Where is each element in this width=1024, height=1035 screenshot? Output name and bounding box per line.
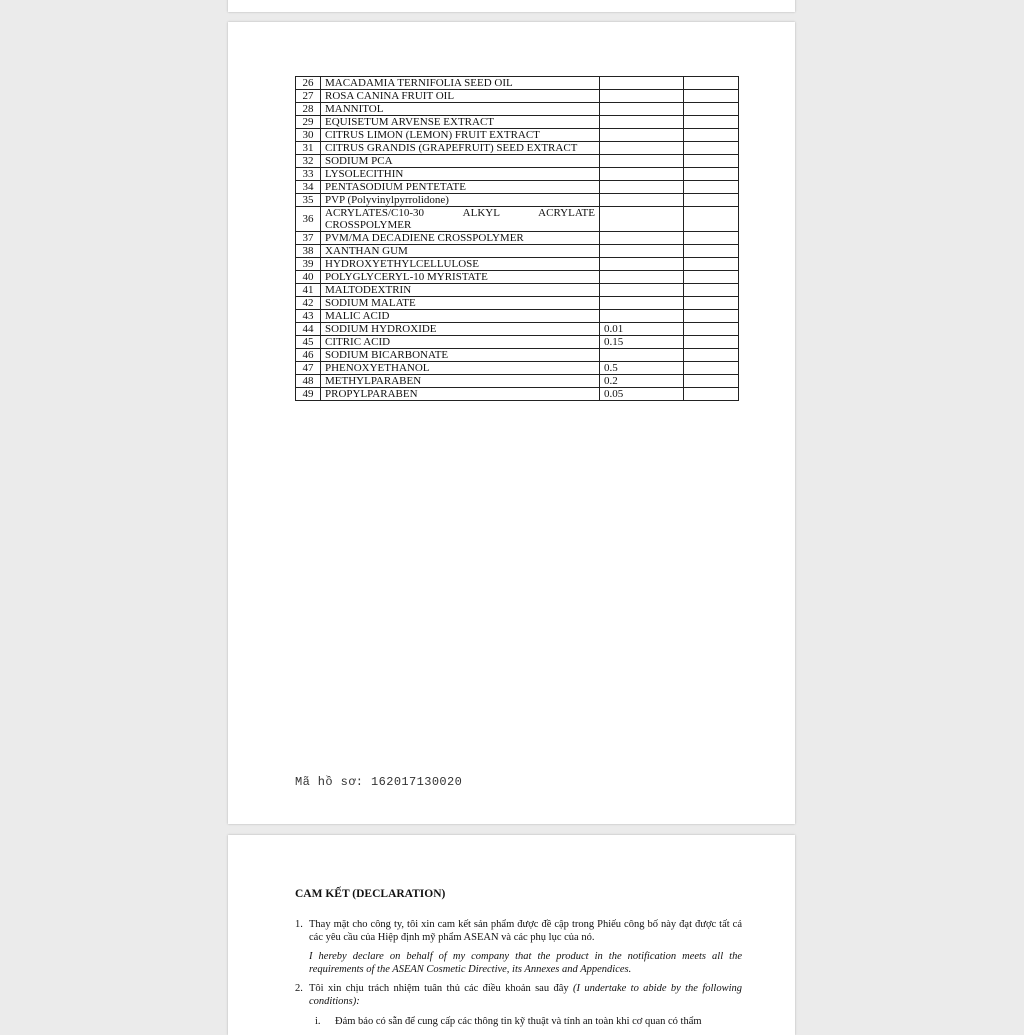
ingredient-name: ACRYLATES/C10-30 ALKYL ACRYLATE CROSSPOLYMER: [321, 207, 600, 232]
document-page-ingredients: [228, 22, 795, 824]
ingredient-number: 33: [296, 168, 321, 181]
item-text-vi: Đảm bảo có sẵn để cung cấp các thông tin kỹ thuật và tính an toàn khi cơ quan có thẩm: [335, 1016, 702, 1027]
ingredient-extra: [684, 77, 739, 90]
ingredient-name: PHENOXYETHANOL: [321, 362, 600, 375]
item-number: i.: [315, 1016, 321, 1027]
table-row: [296, 388, 739, 401]
ingredient-extra: [684, 323, 739, 336]
ingredient-percentage: [600, 349, 684, 362]
previous-page: [228, 0, 795, 12]
table-row: [296, 297, 739, 310]
ingredient-percentage: 0.15: [600, 336, 684, 349]
ingredient-name: SODIUM HYDROXIDE: [321, 323, 600, 336]
table-row: [296, 323, 739, 336]
item-number: 2.: [295, 983, 303, 994]
declaration-title: CAM KẾT (DECLARATION): [295, 888, 446, 900]
ingredient-number: 44: [296, 323, 321, 336]
ingredient-number: 32: [296, 155, 321, 168]
ingredient-percentage: 0.01: [600, 323, 684, 336]
item-text-vi: Thay mặt cho công ty, tôi xin cam kết sản phẩm được đề cập trong Phiếu công bố này đạt được tất cả các yêu cầu của Hiệp định mỹ phẩm ASEAN và các phụ lục của nó.: [309, 919, 742, 943]
ingredient-number: 39: [296, 258, 321, 271]
ingredient-number: 28: [296, 103, 321, 116]
table-row: [296, 284, 739, 297]
item-text-en: (I undertake to abide by the following conditions):: [309, 983, 742, 1007]
ingredient-percentage: [600, 116, 684, 129]
ingredient-percentage: [600, 245, 684, 258]
ingredient-extra: [684, 155, 739, 168]
ingredient-name: SODIUM MALATE: [321, 297, 600, 310]
ingredient-name: XANTHAN GUM: [321, 245, 600, 258]
ingredient-extra: [684, 181, 739, 194]
ingredient-extra: [684, 194, 739, 207]
ingredient-number: 26: [296, 77, 321, 90]
table-row: [296, 232, 739, 245]
ingredient-name: SODIUM BICARBONATE: [321, 349, 600, 362]
ingredient-percentage: [600, 90, 684, 103]
ingredient-name: PROPYLPARABEN: [321, 388, 600, 401]
ingredient-name: CITRUS LIMON (LEMON) FRUIT EXTRACT: [321, 129, 600, 142]
ingredient-extra: [684, 362, 739, 375]
table-row: [296, 207, 739, 232]
table-row: [296, 271, 739, 284]
ingredient-name: CITRUS GRANDIS (GRAPEFRUIT) SEED EXTRACT: [321, 142, 600, 155]
ingredient-number: 36: [296, 207, 321, 232]
item-text: [309, 982, 742, 1008]
ingredient-number: 34: [296, 181, 321, 194]
declaration-item-2: [295, 982, 742, 1008]
table-row: [296, 142, 739, 155]
ingredient-extra: [684, 207, 739, 232]
ingredient-number: 31: [296, 142, 321, 155]
table-row: [296, 362, 739, 375]
ingredient-percentage: [600, 142, 684, 155]
ingredient-percentage: [600, 310, 684, 323]
ingredient-number: 49: [296, 388, 321, 401]
ingredient-table: [295, 76, 739, 401]
ingredient-extra: [684, 375, 739, 388]
file-code: Mã hồ sơ: 162017130020: [295, 775, 463, 789]
declaration-item-1: [295, 918, 742, 976]
ingredient-name: MANNITOL: [321, 103, 600, 116]
ingredient-extra: [684, 103, 739, 116]
ingredient-number: 40: [296, 271, 321, 284]
ingredient-percentage: [600, 181, 684, 194]
ingredient-percentage: 0.2: [600, 375, 684, 388]
ingredient-number: 29: [296, 116, 321, 129]
table-row: [296, 103, 739, 116]
ingredient-name: METHYLPARABEN: [321, 375, 600, 388]
ingredient-percentage: [600, 232, 684, 245]
ingredient-number: 41: [296, 284, 321, 297]
declaration-item-2i: [315, 1015, 742, 1028]
document-page-declaration: [228, 835, 795, 1035]
table-row: [296, 310, 739, 323]
ingredient-number: 48: [296, 375, 321, 388]
ingredient-number: 47: [296, 362, 321, 375]
ingredient-name: MALTODEXTRIN: [321, 284, 600, 297]
ingredient-number: 27: [296, 90, 321, 103]
item-text-vi: Tôi xin chịu trách nhiệm tuân thủ các điều khoản sau đây: [309, 983, 569, 994]
ingredient-extra: [684, 245, 739, 258]
ingredient-percentage: [600, 194, 684, 207]
table-row: [296, 194, 739, 207]
ingredient-percentage: [600, 271, 684, 284]
table-row: [296, 375, 739, 388]
ingredient-percentage: [600, 155, 684, 168]
ingredient-extra: [684, 284, 739, 297]
ingredient-name: SODIUM PCA: [321, 155, 600, 168]
table-row: [296, 245, 739, 258]
ingredient-percentage: 0.05: [600, 388, 684, 401]
ingredient-name: ROSA CANINA FRUIT OIL: [321, 90, 600, 103]
ingredient-percentage: [600, 207, 684, 232]
ingredient-extra: [684, 388, 739, 401]
ingredient-name: PVP (Polyvinylpyrrolidone): [321, 194, 600, 207]
ingredient-percentage: [600, 258, 684, 271]
ingredient-name: LYSOLECITHIN: [321, 168, 600, 181]
ingredient-number: 37: [296, 232, 321, 245]
ingredient-percentage: [600, 284, 684, 297]
ingredient-percentage: [600, 103, 684, 116]
ingredient-number: 30: [296, 129, 321, 142]
item-number: 1.: [295, 919, 303, 930]
ingredient-number: 42: [296, 297, 321, 310]
ingredient-name: HYDROXYETHYLCELLULOSE: [321, 258, 600, 271]
ingredient-extra: [684, 232, 739, 245]
ingredient-percentage: [600, 129, 684, 142]
ingredient-number: 46: [296, 349, 321, 362]
ingredient-extra: [684, 297, 739, 310]
ingredient-extra: [684, 129, 739, 142]
table-row: [296, 168, 739, 181]
ingredient-extra: [684, 90, 739, 103]
table-row: [296, 129, 739, 142]
ingredient-extra: [684, 349, 739, 362]
table-row: [296, 349, 739, 362]
table-row: [296, 90, 739, 103]
ingredient-name: POLYGLYCERYL-10 MYRISTATE: [321, 271, 600, 284]
ingredient-extra: [684, 142, 739, 155]
ingredient-number: 45: [296, 336, 321, 349]
ingredient-percentage: [600, 168, 684, 181]
table-row: [296, 77, 739, 90]
ingredient-name: CITRIC ACID: [321, 336, 600, 349]
ingredient-extra: [684, 258, 739, 271]
ingredient-name: PVM/MA DECADIENE CROSSPOLYMER: [321, 232, 600, 245]
ingredient-name: PENTASODIUM PENTETATE: [321, 181, 600, 194]
ingredient-extra: [684, 336, 739, 349]
table-row: [296, 155, 739, 168]
item-text-en: I hereby declare on behalf of my company that the product in the notification meets all the requirements of the ASEAN Cosmetic Directive, its Annexes and Appendices.: [309, 951, 742, 975]
ingredient-name: MACADAMIA TERNIFOLIA SEED OIL: [321, 77, 600, 90]
ingredient-percentage: [600, 297, 684, 310]
ingredient-extra: [684, 168, 739, 181]
ingredient-number: 43: [296, 310, 321, 323]
table-row: [296, 336, 739, 349]
table-row: [296, 116, 739, 129]
ingredient-percentage: 0.5: [600, 362, 684, 375]
ingredient-extra: [684, 310, 739, 323]
ingredient-number: 35: [296, 194, 321, 207]
table-row: [296, 181, 739, 194]
ingredient-number: 38: [296, 245, 321, 258]
ingredient-extra: [684, 271, 739, 284]
table-row: [296, 258, 739, 271]
ingredient-name: EQUISETUM ARVENSE EXTRACT: [321, 116, 600, 129]
ingredient-percentage: [600, 77, 684, 90]
ingredient-name: MALIC ACID: [321, 310, 600, 323]
ingredient-extra: [684, 116, 739, 129]
